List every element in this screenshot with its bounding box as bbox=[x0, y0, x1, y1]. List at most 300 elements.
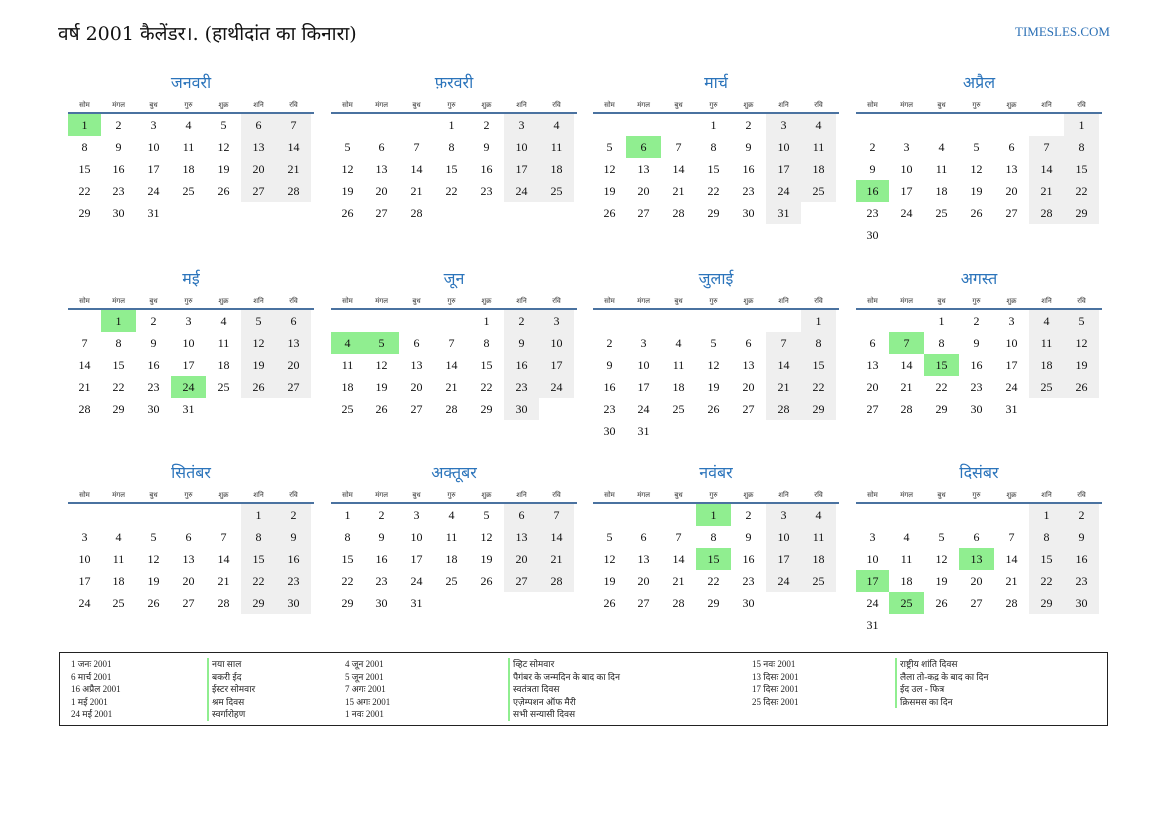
day-cell[interactable]: 21 bbox=[410, 184, 423, 198]
day-cell[interactable]: 10 bbox=[410, 530, 423, 544]
day-cell[interactable]: 14 bbox=[672, 552, 685, 566]
day-cell[interactable]: 14 bbox=[900, 358, 913, 372]
day-cell[interactable]: 16 bbox=[856, 180, 889, 202]
day-cell[interactable]: 9 bbox=[378, 530, 385, 544]
day-cell[interactable]: 26 bbox=[1064, 376, 1099, 398]
day-cell[interactable]: 12 bbox=[217, 140, 230, 154]
day-cell[interactable]: 20 bbox=[241, 158, 276, 180]
day-cell[interactable]: 11 bbox=[217, 336, 230, 350]
day-cell[interactable]: 11 bbox=[801, 526, 836, 548]
day-cell[interactable]: 14 bbox=[766, 354, 801, 376]
day-cell[interactable]: 30 bbox=[504, 398, 539, 420]
day-cell[interactable]: 13 bbox=[959, 548, 994, 570]
day-cell[interactable]: 25 bbox=[539, 180, 574, 202]
day-cell[interactable]: 26 bbox=[603, 206, 616, 220]
day-cell[interactable]: 10 bbox=[637, 358, 650, 372]
day-cell[interactable]: 29 bbox=[112, 402, 125, 416]
day-cell[interactable]: 10 bbox=[766, 526, 801, 548]
day-cell[interactable]: 25 bbox=[889, 592, 924, 614]
day-cell[interactable]: 28 bbox=[410, 206, 423, 220]
day-cell[interactable]: 3 bbox=[185, 314, 192, 328]
day-cell[interactable]: 4 bbox=[903, 530, 910, 544]
day-cell[interactable]: 24 bbox=[1005, 380, 1018, 394]
day-cell[interactable]: 15 bbox=[241, 548, 276, 570]
day-cell[interactable]: 10 bbox=[539, 332, 574, 354]
day-cell[interactable]: 21 bbox=[217, 574, 230, 588]
day-cell[interactable]: 13 bbox=[504, 526, 539, 548]
day-cell[interactable]: 7 bbox=[276, 114, 311, 136]
day-cell[interactable]: 4 bbox=[220, 314, 227, 328]
day-cell[interactable]: 29 bbox=[341, 596, 354, 610]
day-cell[interactable]: 19 bbox=[217, 162, 230, 176]
day-cell[interactable]: 25 bbox=[217, 380, 230, 394]
day-cell[interactable]: 20 bbox=[410, 380, 423, 394]
day-cell[interactable]: 25 bbox=[112, 596, 125, 610]
day-cell[interactable]: 12 bbox=[147, 552, 160, 566]
day-cell[interactable]: 23 bbox=[112, 184, 125, 198]
day-cell[interactable]: 14 bbox=[1029, 158, 1064, 180]
day-cell[interactable]: 17 bbox=[182, 358, 195, 372]
day-cell[interactable]: 23 bbox=[480, 184, 493, 198]
day-cell[interactable]: 20 bbox=[970, 574, 983, 588]
day-cell[interactable]: 18 bbox=[539, 158, 574, 180]
day-cell[interactable]: 9 bbox=[1064, 526, 1099, 548]
day-cell[interactable]: 24 bbox=[410, 574, 423, 588]
day-cell[interactable]: 7 bbox=[81, 336, 88, 350]
day-cell[interactable]: 23 bbox=[970, 380, 983, 394]
day-cell[interactable]: 10 bbox=[504, 136, 539, 158]
day-cell[interactable]: 24 bbox=[78, 596, 91, 610]
day-cell[interactable]: 22 bbox=[707, 184, 720, 198]
day-cell[interactable]: 18 bbox=[341, 380, 354, 394]
day-cell[interactable]: 6 bbox=[413, 336, 420, 350]
day-cell[interactable]: 25 bbox=[935, 206, 948, 220]
day-cell[interactable]: 14 bbox=[672, 162, 685, 176]
day-cell[interactable]: 28 bbox=[217, 596, 230, 610]
day-cell[interactable]: 18 bbox=[672, 380, 685, 394]
day-cell[interactable]: 5 bbox=[710, 336, 717, 350]
day-cell[interactable]: 27 bbox=[1005, 206, 1018, 220]
day-cell[interactable]: 27 bbox=[276, 376, 311, 398]
day-cell[interactable]: 13 bbox=[742, 358, 755, 372]
day-cell[interactable]: 15 bbox=[1064, 158, 1099, 180]
day-cell[interactable]: 23 bbox=[742, 574, 755, 588]
day-cell[interactable]: 21 bbox=[672, 574, 685, 588]
day-cell[interactable]: 16 bbox=[970, 358, 983, 372]
day-cell[interactable]: 19 bbox=[603, 184, 616, 198]
day-cell[interactable]: 22 bbox=[480, 380, 493, 394]
day-cell[interactable]: 4 bbox=[675, 336, 682, 350]
day-cell[interactable]: 3 bbox=[766, 504, 801, 526]
day-cell[interactable]: 30 bbox=[970, 402, 983, 416]
day-cell[interactable]: 30 bbox=[112, 206, 125, 220]
day-cell[interactable]: 13 bbox=[182, 552, 195, 566]
day-cell[interactable]: 15 bbox=[801, 354, 836, 376]
day-cell[interactable]: 16 bbox=[1064, 548, 1099, 570]
day-cell[interactable]: 4 bbox=[1029, 310, 1064, 332]
day-cell[interactable]: 2 bbox=[745, 508, 752, 522]
day-cell[interactable]: 31 bbox=[147, 206, 160, 220]
day-cell[interactable]: 5 bbox=[241, 310, 276, 332]
day-cell[interactable]: 11 bbox=[112, 552, 125, 566]
day-cell[interactable]: 12 bbox=[241, 332, 276, 354]
day-cell[interactable]: 21 bbox=[539, 548, 574, 570]
day-cell[interactable]: 19 bbox=[707, 380, 720, 394]
day-cell[interactable]: 22 bbox=[707, 574, 720, 588]
day-cell[interactable]: 16 bbox=[742, 552, 755, 566]
day-cell[interactable]: 18 bbox=[801, 158, 836, 180]
day-cell[interactable]: 28 bbox=[672, 206, 685, 220]
day-cell[interactable]: 5 bbox=[150, 530, 157, 544]
day-cell[interactable]: 2 bbox=[1064, 504, 1099, 526]
day-cell[interactable]: 25 bbox=[445, 574, 458, 588]
day-cell[interactable]: 30 bbox=[742, 206, 755, 220]
day-cell[interactable]: 13 bbox=[637, 162, 650, 176]
day-cell[interactable]: 29 bbox=[78, 206, 91, 220]
day-cell[interactable]: 21 bbox=[1005, 574, 1018, 588]
day-cell[interactable]: 22 bbox=[445, 184, 458, 198]
day-cell[interactable]: 30 bbox=[147, 402, 160, 416]
day-cell[interactable]: 10 bbox=[766, 136, 801, 158]
day-cell[interactable]: 23 bbox=[1064, 570, 1099, 592]
day-cell[interactable]: 28 bbox=[900, 402, 913, 416]
day-cell[interactable]: 7 bbox=[675, 530, 682, 544]
day-cell[interactable]: 28 bbox=[1029, 202, 1064, 224]
day-cell[interactable]: 25 bbox=[801, 180, 836, 202]
day-cell[interactable]: 14 bbox=[1005, 552, 1018, 566]
day-cell[interactable]: 28 bbox=[445, 402, 458, 416]
day-cell[interactable]: 7 bbox=[1029, 136, 1064, 158]
day-cell[interactable]: 27 bbox=[182, 596, 195, 610]
day-cell[interactable]: 10 bbox=[78, 552, 91, 566]
day-cell[interactable]: 30 bbox=[742, 596, 755, 610]
day-cell[interactable]: 26 bbox=[707, 402, 720, 416]
day-cell[interactable]: 10 bbox=[147, 140, 160, 154]
day-cell[interactable]: 14 bbox=[78, 358, 91, 372]
day-cell[interactable]: 10 bbox=[866, 552, 879, 566]
day-cell[interactable]: 27 bbox=[410, 402, 423, 416]
day-cell[interactable]: 23 bbox=[742, 184, 755, 198]
day-cell[interactable]: 23 bbox=[276, 570, 311, 592]
day-cell[interactable]: 16 bbox=[112, 162, 125, 176]
day-cell[interactable]: 17 bbox=[637, 380, 650, 394]
day-cell[interactable]: 5 bbox=[483, 508, 490, 522]
day-cell[interactable]: 17 bbox=[504, 158, 539, 180]
day-cell[interactable]: 9 bbox=[483, 140, 490, 154]
day-cell[interactable]: 16 bbox=[603, 380, 616, 394]
day-cell[interactable]: 20 bbox=[866, 380, 879, 394]
day-cell[interactable]: 22 bbox=[1064, 180, 1099, 202]
day-cell[interactable]: 25 bbox=[341, 402, 354, 416]
day-cell[interactable]: 17 bbox=[856, 570, 889, 592]
day-cell[interactable]: 27 bbox=[970, 596, 983, 610]
day-cell[interactable]: 18 bbox=[217, 358, 230, 372]
day-cell[interactable]: 2 bbox=[745, 118, 752, 132]
day-cell[interactable]: 6 bbox=[276, 310, 311, 332]
day-cell[interactable]: 7 bbox=[766, 332, 801, 354]
day-cell[interactable]: 5 bbox=[606, 140, 613, 154]
day-cell[interactable]: 11 bbox=[341, 358, 354, 372]
day-cell[interactable]: 27 bbox=[866, 402, 879, 416]
day-cell[interactable]: 12 bbox=[970, 162, 983, 176]
day-cell[interactable]: 19 bbox=[241, 354, 276, 376]
day-cell[interactable]: 16 bbox=[504, 354, 539, 376]
day-cell[interactable]: 1 bbox=[1064, 114, 1099, 136]
day-cell[interactable]: 18 bbox=[182, 162, 195, 176]
day-cell[interactable]: 28 bbox=[539, 570, 574, 592]
day-cell[interactable]: 5 bbox=[344, 140, 351, 154]
day-cell[interactable]: 15 bbox=[341, 552, 354, 566]
day-cell[interactable]: 16 bbox=[375, 552, 388, 566]
day-cell[interactable]: 11 bbox=[801, 136, 836, 158]
day-cell[interactable]: 3 bbox=[640, 336, 647, 350]
day-cell[interactable]: 2 bbox=[483, 118, 490, 132]
day-cell[interactable]: 2 bbox=[973, 314, 980, 328]
day-cell[interactable]: 2 bbox=[378, 508, 385, 522]
day-cell[interactable]: 16 bbox=[147, 358, 160, 372]
day-cell[interactable]: 20 bbox=[1005, 184, 1018, 198]
day-cell[interactable]: 2 bbox=[115, 118, 122, 132]
day-cell[interactable]: 8 bbox=[344, 530, 351, 544]
day-cell[interactable]: 15 bbox=[112, 358, 125, 372]
day-cell[interactable]: 3 bbox=[903, 140, 910, 154]
day-cell[interactable]: 7 bbox=[220, 530, 227, 544]
day-cell[interactable]: 13 bbox=[276, 332, 311, 354]
day-cell[interactable]: 8 bbox=[1029, 526, 1064, 548]
day-cell[interactable]: 1 bbox=[483, 314, 490, 328]
day-cell[interactable]: 8 bbox=[710, 140, 717, 154]
day-cell[interactable]: 19 bbox=[970, 184, 983, 198]
day-cell[interactable]: 5 bbox=[1064, 310, 1099, 332]
day-cell[interactable]: 2 bbox=[150, 314, 157, 328]
day-cell[interactable]: 20 bbox=[637, 184, 650, 198]
day-cell[interactable]: 9 bbox=[745, 140, 752, 154]
day-cell[interactable]: 17 bbox=[766, 548, 801, 570]
day-cell[interactable]: 21 bbox=[672, 184, 685, 198]
day-cell[interactable]: 24 bbox=[147, 184, 160, 198]
day-cell[interactable]: 5 bbox=[973, 140, 980, 154]
day-cell[interactable]: 18 bbox=[801, 548, 836, 570]
day-cell[interactable]: 25 bbox=[1029, 376, 1064, 398]
day-cell[interactable]: 23 bbox=[603, 402, 616, 416]
day-cell[interactable]: 8 bbox=[115, 336, 122, 350]
day-cell[interactable]: 9 bbox=[869, 162, 876, 176]
day-cell[interactable]: 15 bbox=[445, 162, 458, 176]
day-cell[interactable]: 27 bbox=[637, 206, 650, 220]
day-cell[interactable]: 6 bbox=[745, 336, 752, 350]
day-cell[interactable]: 10 bbox=[182, 336, 195, 350]
day-cell[interactable]: 1 bbox=[448, 118, 455, 132]
day-cell[interactable]: 18 bbox=[1029, 354, 1064, 376]
day-cell[interactable]: 24 bbox=[171, 376, 206, 398]
day-cell[interactable]: 13 bbox=[410, 358, 423, 372]
day-cell[interactable]: 3 bbox=[81, 530, 88, 544]
site-link[interactable]: TIMESLES.COM bbox=[1015, 24, 1110, 39]
day-cell[interactable]: 9 bbox=[276, 526, 311, 548]
day-cell[interactable]: 11 bbox=[935, 162, 948, 176]
day-cell[interactable]: 22 bbox=[78, 184, 91, 198]
day-cell[interactable]: 27 bbox=[375, 206, 388, 220]
day-cell[interactable]: 12 bbox=[1064, 332, 1099, 354]
day-cell[interactable]: 12 bbox=[341, 162, 354, 176]
day-cell[interactable]: 6 bbox=[241, 114, 276, 136]
day-cell[interactable]: 1 bbox=[241, 504, 276, 526]
day-cell[interactable]: 4 bbox=[801, 504, 836, 526]
day-cell[interactable]: 31 bbox=[637, 424, 650, 438]
day-cell[interactable]: 7 bbox=[539, 504, 574, 526]
day-cell[interactable]: 19 bbox=[935, 574, 948, 588]
day-cell[interactable]: 20 bbox=[182, 574, 195, 588]
day-cell[interactable]: 31 bbox=[1005, 402, 1018, 416]
day-cell[interactable]: 23 bbox=[147, 380, 160, 394]
day-cell[interactable]: 26 bbox=[603, 596, 616, 610]
day-cell[interactable]: 30 bbox=[603, 424, 616, 438]
day-cell[interactable]: 17 bbox=[539, 354, 574, 376]
day-cell[interactable]: 8 bbox=[81, 140, 88, 154]
day-cell[interactable]: 26 bbox=[147, 596, 160, 610]
day-cell[interactable]: 15 bbox=[696, 548, 731, 570]
day-cell[interactable]: 18 bbox=[900, 574, 913, 588]
day-cell[interactable]: 8 bbox=[710, 530, 717, 544]
day-cell[interactable]: 3 bbox=[539, 310, 574, 332]
day-cell[interactable]: 12 bbox=[480, 530, 493, 544]
day-cell[interactable]: 8 bbox=[448, 140, 455, 154]
day-cell[interactable]: 11 bbox=[672, 358, 685, 372]
day-cell[interactable]: 13 bbox=[375, 162, 388, 176]
day-cell[interactable]: 31 bbox=[866, 618, 879, 632]
day-cell[interactable]: 8 bbox=[241, 526, 276, 548]
day-cell[interactable]: 3 bbox=[413, 508, 420, 522]
day-cell[interactable]: 6 bbox=[1008, 140, 1015, 154]
day-cell[interactable]: 17 bbox=[410, 552, 423, 566]
day-cell[interactable]: 2 bbox=[869, 140, 876, 154]
day-cell[interactable]: 6 bbox=[973, 530, 980, 544]
day-cell[interactable]: 12 bbox=[935, 552, 948, 566]
day-cell[interactable]: 2 bbox=[504, 310, 539, 332]
day-cell[interactable]: 4 bbox=[539, 114, 574, 136]
day-cell[interactable]: 6 bbox=[626, 136, 661, 158]
day-cell[interactable]: 1 bbox=[938, 314, 945, 328]
day-cell[interactable]: 31 bbox=[766, 202, 801, 224]
day-cell[interactable]: 12 bbox=[603, 162, 616, 176]
day-cell[interactable]: 11 bbox=[900, 552, 913, 566]
day-cell[interactable]: 25 bbox=[801, 570, 836, 592]
day-cell[interactable]: 15 bbox=[1029, 548, 1064, 570]
day-cell[interactable]: 22 bbox=[241, 570, 276, 592]
day-cell[interactable]: 23 bbox=[866, 206, 879, 220]
day-cell[interactable]: 2 bbox=[606, 336, 613, 350]
day-cell[interactable]: 28 bbox=[276, 180, 311, 202]
day-cell[interactable]: 24 bbox=[504, 180, 539, 202]
day-cell[interactable]: 19 bbox=[1064, 354, 1099, 376]
day-cell[interactable]: 1 bbox=[696, 504, 731, 526]
day-cell[interactable]: 10 bbox=[1005, 336, 1018, 350]
day-cell[interactable]: 28 bbox=[1005, 596, 1018, 610]
day-cell[interactable]: 17 bbox=[78, 574, 91, 588]
day-cell[interactable]: 26 bbox=[935, 596, 948, 610]
day-cell[interactable]: 5 bbox=[606, 530, 613, 544]
day-cell[interactable]: 6 bbox=[640, 530, 647, 544]
day-cell[interactable]: 3 bbox=[869, 530, 876, 544]
day-cell[interactable]: 29 bbox=[480, 402, 493, 416]
day-cell[interactable]: 7 bbox=[889, 332, 924, 354]
day-cell[interactable]: 29 bbox=[935, 402, 948, 416]
day-cell[interactable]: 17 bbox=[1005, 358, 1018, 372]
day-cell[interactable]: 13 bbox=[1005, 162, 1018, 176]
day-cell[interactable]: 7 bbox=[413, 140, 420, 154]
day-cell[interactable]: 12 bbox=[603, 552, 616, 566]
day-cell[interactable]: 8 bbox=[938, 336, 945, 350]
day-cell[interactable]: 15 bbox=[480, 358, 493, 372]
day-cell[interactable]: 9 bbox=[150, 336, 157, 350]
day-cell[interactable]: 11 bbox=[182, 140, 195, 154]
day-cell[interactable]: 22 bbox=[112, 380, 125, 394]
day-cell[interactable]: 14 bbox=[276, 136, 311, 158]
day-cell[interactable]: 9 bbox=[745, 530, 752, 544]
day-cell[interactable]: 21 bbox=[766, 376, 801, 398]
day-cell[interactable]: 26 bbox=[341, 206, 354, 220]
day-cell[interactable]: 2 bbox=[276, 504, 311, 526]
day-cell[interactable]: 18 bbox=[445, 552, 458, 566]
day-cell[interactable]: 24 bbox=[766, 570, 801, 592]
day-cell[interactable]: 17 bbox=[766, 158, 801, 180]
day-cell[interactable]: 6 bbox=[185, 530, 192, 544]
day-cell[interactable]: 17 bbox=[147, 162, 160, 176]
day-cell[interactable]: 4 bbox=[801, 114, 836, 136]
day-cell[interactable]: 25 bbox=[182, 184, 195, 198]
day-cell[interactable]: 21 bbox=[1029, 180, 1064, 202]
day-cell[interactable]: 29 bbox=[241, 592, 276, 614]
day-cell[interactable]: 9 bbox=[115, 140, 122, 154]
day-cell[interactable]: 1 bbox=[1029, 504, 1064, 526]
day-cell[interactable]: 4 bbox=[115, 530, 122, 544]
day-cell[interactable]: 19 bbox=[375, 380, 388, 394]
day-cell[interactable]: 15 bbox=[707, 162, 720, 176]
day-cell[interactable]: 11 bbox=[445, 530, 458, 544]
day-cell[interactable]: 28 bbox=[672, 596, 685, 610]
day-cell[interactable]: 7 bbox=[675, 140, 682, 154]
day-cell[interactable]: 12 bbox=[375, 358, 388, 372]
day-cell[interactable]: 22 bbox=[935, 380, 948, 394]
day-cell[interactable]: 11 bbox=[539, 136, 574, 158]
day-cell[interactable]: 1 bbox=[101, 310, 136, 332]
day-cell[interactable]: 30 bbox=[375, 596, 388, 610]
day-cell[interactable]: 19 bbox=[341, 184, 354, 198]
day-cell[interactable]: 1 bbox=[68, 114, 101, 136]
day-cell[interactable]: 1 bbox=[710, 118, 717, 132]
day-cell[interactable]: 24 bbox=[637, 402, 650, 416]
day-cell[interactable]: 22 bbox=[1029, 570, 1064, 592]
day-cell[interactable]: 21 bbox=[78, 380, 91, 394]
day-cell[interactable]: 26 bbox=[480, 574, 493, 588]
day-cell[interactable]: 30 bbox=[1064, 592, 1099, 614]
day-cell[interactable]: 24 bbox=[866, 596, 879, 610]
day-cell[interactable]: 20 bbox=[375, 184, 388, 198]
day-cell[interactable]: 8 bbox=[801, 332, 836, 354]
day-cell[interactable]: 27 bbox=[742, 402, 755, 416]
day-cell[interactable]: 23 bbox=[504, 376, 539, 398]
day-cell[interactable]: 16 bbox=[480, 162, 493, 176]
day-cell[interactable]: 18 bbox=[935, 184, 948, 198]
day-cell[interactable]: 13 bbox=[866, 358, 879, 372]
day-cell[interactable]: 16 bbox=[276, 548, 311, 570]
day-cell[interactable]: 19 bbox=[147, 574, 160, 588]
day-cell[interactable]: 6 bbox=[504, 504, 539, 526]
day-cell[interactable]: 26 bbox=[375, 402, 388, 416]
day-cell[interactable]: 4 bbox=[331, 332, 364, 354]
day-cell[interactable]: 30 bbox=[866, 228, 879, 242]
day-cell[interactable]: 31 bbox=[182, 402, 195, 416]
